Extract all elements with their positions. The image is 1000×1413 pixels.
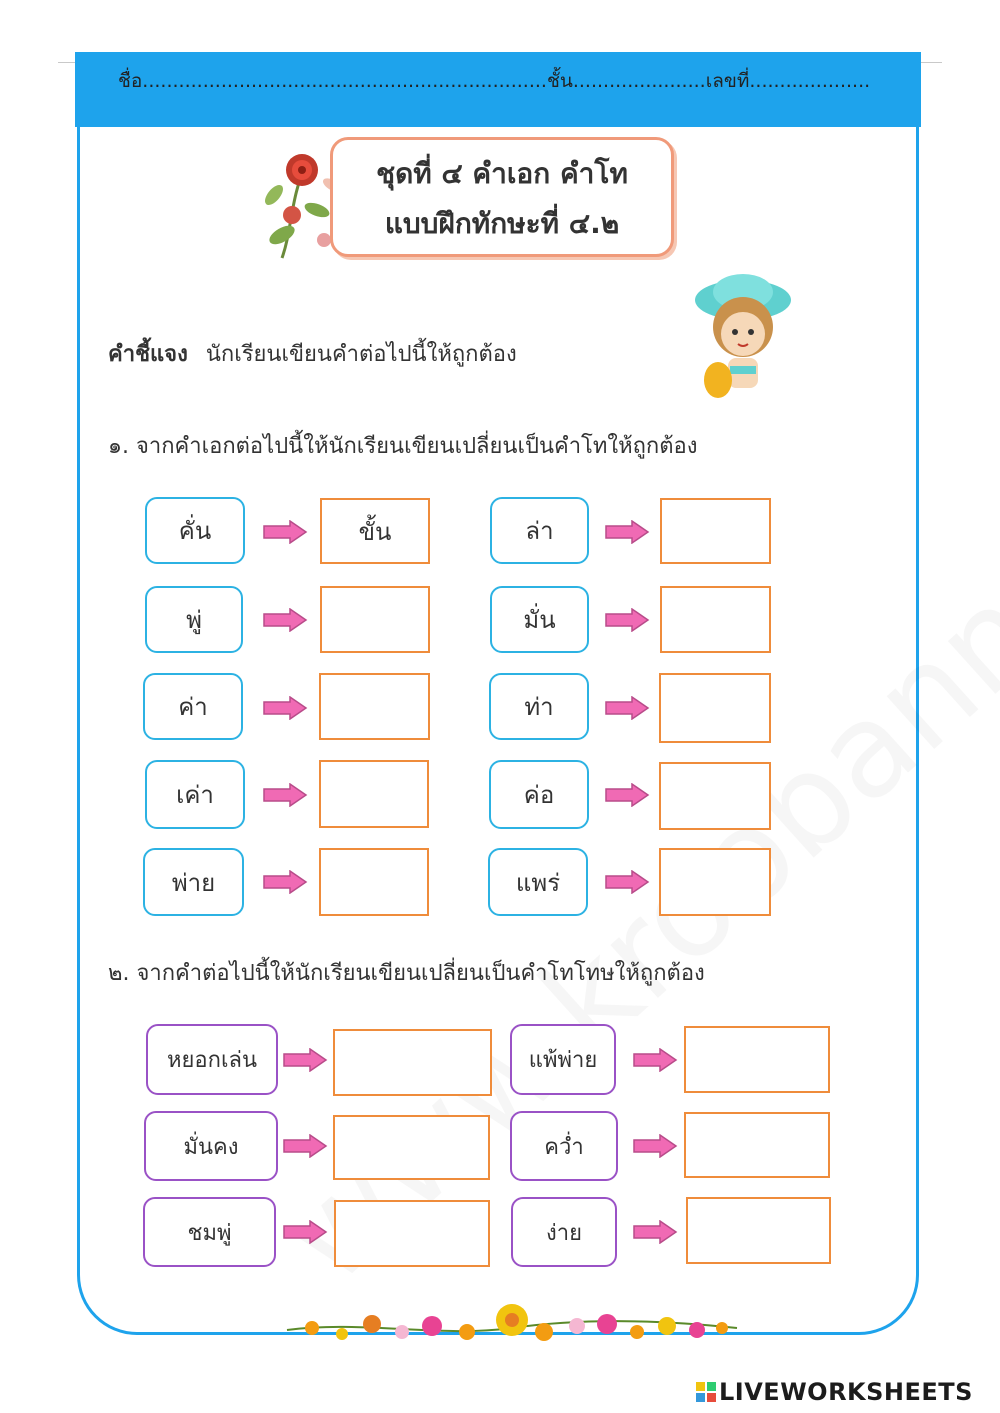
arrow-right-icon — [262, 870, 308, 894]
answer-field[interactable] — [659, 673, 771, 743]
word-box: มั่น — [490, 586, 589, 653]
answer-field[interactable] — [333, 1115, 490, 1180]
word-box: ล่า — [490, 497, 589, 564]
question-1: ๑. จากคำเอกต่อไปนี้ให้นักเรียนเขียนเปลี่ยนเป็นคำโทให้ถูกต้อง — [108, 434, 698, 459]
logo-text: LIVEWORKSHEETS — [719, 1378, 973, 1406]
word-box: เค่า — [145, 760, 245, 829]
girl-mascot-icon — [688, 262, 798, 402]
word-box: มั่นคง — [144, 1111, 278, 1181]
word-box: ชมพู่ — [143, 1197, 276, 1267]
instructions-label: คำชี้แจง — [108, 342, 188, 367]
word-box: พู่ — [145, 586, 243, 653]
instructions-text: นักเรียนเขียนคำต่อไปนี้ให้ถูกต้อง — [205, 342, 517, 367]
answer-field[interactable] — [686, 1197, 831, 1264]
arrow-right-icon — [282, 1048, 328, 1072]
arrow-right-icon — [262, 608, 308, 632]
answer-field[interactable] — [319, 673, 430, 740]
arrow-right-icon — [262, 696, 308, 720]
answer-field[interactable] — [660, 586, 771, 653]
answer-field[interactable] — [333, 1029, 492, 1096]
name-class-number-line: ชื่อ...................................................................ชั้น......................เลขที่.................... — [118, 70, 871, 92]
liveworksheets-logo-icon — [696, 1382, 716, 1402]
answer-field[interactable] — [319, 760, 429, 828]
arrow-right-icon — [632, 1048, 678, 1072]
answer-field[interactable] — [320, 586, 430, 653]
word-box: แพ้พ่าย — [510, 1024, 616, 1095]
liveworksheets-logo — [696, 1378, 973, 1406]
arrow-right-icon — [604, 870, 650, 894]
answer-field[interactable] — [659, 762, 771, 830]
arrow-right-icon — [632, 1220, 678, 1244]
answer-field[interactable]: ขั้น — [320, 498, 430, 564]
arrow-right-icon — [604, 783, 650, 807]
arrow-right-icon — [604, 608, 650, 632]
arrow-right-icon — [604, 696, 650, 720]
arrow-right-icon — [604, 520, 650, 544]
word-box: ค่อ — [489, 760, 589, 829]
arrow-right-icon — [262, 520, 308, 544]
answer-field[interactable] — [684, 1026, 830, 1093]
answer-field[interactable] — [660, 498, 771, 564]
answer-field[interactable] — [334, 1200, 490, 1267]
page-title: ชุดที่ ๔ คำเอก คำโท — [376, 157, 628, 190]
title-box — [330, 137, 674, 257]
word-box: ท่า — [489, 673, 589, 740]
answer-field[interactable] — [659, 848, 771, 916]
arrow-right-icon — [282, 1134, 328, 1158]
arrow-right-icon — [262, 783, 308, 807]
word-box: พ่าย — [143, 848, 244, 916]
word-box: ง่าย — [511, 1197, 617, 1267]
arrow-right-icon — [282, 1220, 328, 1244]
question-2: ๒. จากคำต่อไปนี้ให้นักเรียนเขียนเปลี่ยนเป็นคำโทโทษให้ถูกต้อง — [108, 961, 705, 986]
page-subtitle: แบบฝึกทักษะที่ ๔.๒ — [384, 207, 620, 240]
answer-field[interactable] — [684, 1112, 830, 1178]
word-box: คั่น — [145, 497, 245, 564]
word-box: คว่ำ — [510, 1111, 618, 1181]
instructions — [108, 336, 517, 371]
arrow-right-icon — [632, 1134, 678, 1158]
word-box: หยอกเล่น — [146, 1024, 278, 1095]
flower-garland-icon — [282, 1298, 742, 1356]
word-box: แพร่ — [488, 848, 588, 916]
word-box: ค่า — [143, 673, 243, 740]
answer-field[interactable] — [319, 848, 429, 916]
